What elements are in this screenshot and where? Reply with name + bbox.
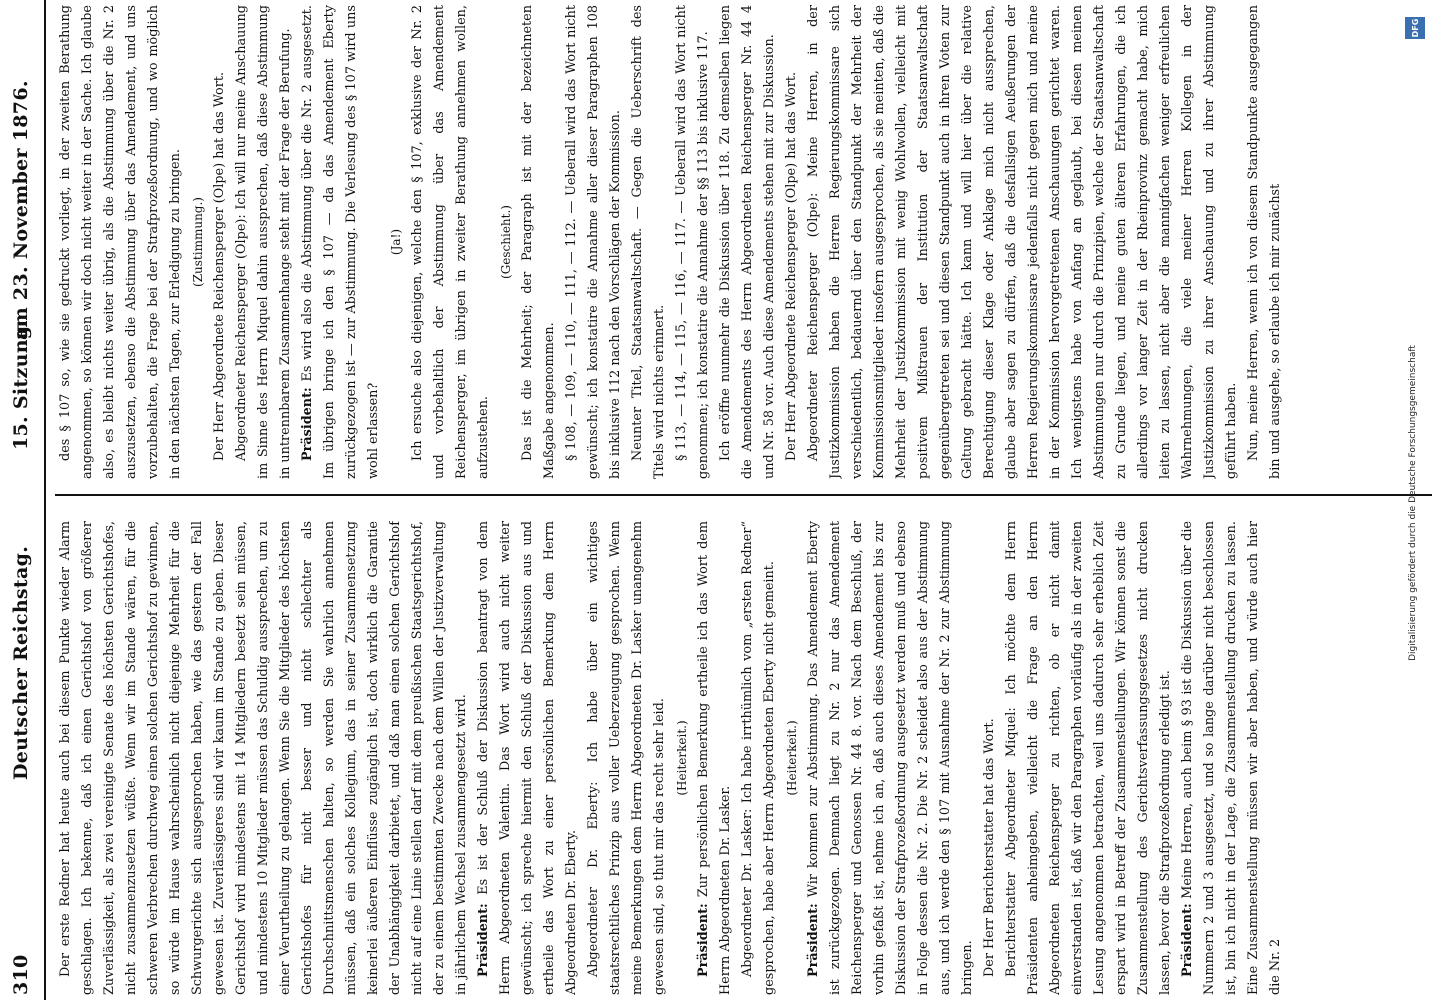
- paragraph: [737, 521, 781, 995]
- paragraph-text: Es wird also die Abstimmung über die Nr. 2 ausgesetzt. Im übrigen bringe ich den § 107 — da das Amendement Eberty zurückgezogen ist — zur Abstimmung. Die Verlesung des § 107 wird uns wohl erlassen?: [300, 5, 381, 479]
- header-rule: [44, 0, 46, 1000]
- right-column: [55, 5, 1430, 479]
- column-divider: [55, 494, 1432, 496]
- paragraph: [671, 5, 715, 479]
- paragraph: [407, 5, 495, 479]
- paragraph: [1001, 521, 1177, 995]
- page-number: 310: [10, 954, 32, 995]
- paragraph: [715, 5, 781, 479]
- speaker-label: Präsident:: [806, 903, 821, 977]
- paragraph: [209, 5, 231, 479]
- paragraph-text: § 108, — 109, — 110, — 111, — 112. — Ueberall wird das Wort nicht gewünscht; ich konstatire die Annahme aller dieser Paragraphen 108 bis inklusive 112 nach den Vorschlägen der Kommission.: [564, 5, 623, 479]
- paragraph: [693, 521, 737, 995]
- speaker-label: Präsident:: [300, 387, 315, 461]
- paragraph: [473, 521, 583, 995]
- paragraph: [517, 5, 561, 479]
- paragraph-text: Der erste Redner hat heute auch bei diesem Punkte wieder Alarm geschlagen. Ich bekenne, daß ich einen Gerichtshof von größerer Zuverlässigkeit, als zwei vereinigte Senate des höchsten Gerichtshofes, nicht zusammenzusetzen wüßte. Wenn wir im Stande wären, für die schweren Verbrechen durchweg einen solchen Gerichtshof zu gewinnen, so würde im Hause wahrscheinlich nicht diejenige Mehrheit für die Schwurgerichte sich ausgesprochen haben, wie das gestern der Fall gewesen ist. Zuverlässigeres sind wir kaum im Stande zu geben. Dieser Gerichtshof wird mindestens mit 14 Mitgliedern besetzt sein müssen, und mindestens 10 Mitglieder müssen das Schuldig aussprechen, um zu einer Verurtheilung zu gelangen. Wenn Sie die Mitglieder des höchsten Gerichtshofes für nicht besser und nicht schlechter als Durchschnittsmenschen halten, so werden Sie wahrlich annehmen müssen, daß ein solches Kollegium, das in seiner Zusammensetzung keinerlei äußeren Einflüsse zugänglich ist, doch wirklich die Garantie der Unabhängigkeit darbietet, und daß man einen solchen Gerichtshof nicht auf eine Linie stellen darf mit dem preußischen Staatsgerichtshof, der zu einem bestimmten Zwecke nach dem Willen der Justizverwaltung in jährlichem Wechsel zusammengesetzt wird.: [58, 521, 469, 995]
- speaker-label: Präsident:: [476, 903, 491, 977]
- paragraph-text: (Heiterkeit.): [675, 720, 689, 796]
- paragraph-text: Ich ersuche also diejenigen, welche den § 107, exklusive der Nr. 2 und vorbehaltlich der Abstimmung über das Amendement Reichensperger, im übrigen in zweiter Berathung annehmen wollen, aufzustehen.: [410, 5, 491, 479]
- session-label: 15. Sitzung: [10, 325, 32, 450]
- paragraph: [671, 521, 693, 995]
- speaker-label: Präsident:: [696, 903, 711, 977]
- session-date: am 23. November 1876.: [10, 80, 32, 340]
- paragraph-text: Nun, meine Herren, wenn ich von diesem Standpunkte ausgegangen bin und ausgehe, so erlaube ich mir zunächst: [1246, 5, 1283, 479]
- paragraph: [385, 5, 407, 479]
- paragraph-text: Der Herr Berichterstatter hat das Wort.: [982, 718, 997, 977]
- paragraph: [55, 5, 187, 479]
- paragraph-text: Meine Herren, auch beim § 93 ist die Diskussion über die Nummern 2 und 3 ausgesetzt, und so lange darüber nicht beschlossen ist, bin ich nicht in der Lage, die Zusammenstellung drucken zu lassen. Eine Zusammenstellung müssen wir aber haben, und würde auch hier die Nr. 2: [1180, 521, 1283, 995]
- paragraph: [55, 521, 473, 995]
- paragraph-text: des § 107 so, wie sie gedruckt vorliegt, in der zweiten Berathung angenommen, so können wir doch nicht weiter in der Sache. Ich glaube also, es bleibt nichts weiter übrig, als die Abstimmung über die Nr. 2 auszusetzen, ebenso die Abstimmung über das Amendement, und uns vorzubehalten, die Frage bei der Strafprozeßordnung, und wo möglich in den nächsten Tagen, zur Erledigung zu bringen.: [58, 5, 183, 479]
- paragraph: [1177, 521, 1287, 995]
- publication-title: Deutscher Reichstag.: [10, 545, 32, 780]
- paragraph-text: (Heiterkeit.): [785, 720, 799, 796]
- paragraph-text: (Zustimmung.): [191, 197, 205, 287]
- credit-text: Digitalisierung gefördert durch die Deutsche Forschungsgemeinschaft: [1408, 344, 1418, 661]
- paragraph-text: Abgeordneter Dr. Eberty: Ich habe über ein wichtiges staatsrechtliches Prinzip aus voller Ueberzeugung gesprochen. Wenn meine Bemerkungen dem Herrn Abgeordneten Dr. Lasker unangenehm gewesen sind, so thut mir das recht sehr leid.: [586, 521, 667, 995]
- paragraph: [495, 5, 517, 479]
- paragraph-text: Wir kommen zur Abstimmung. Das Amendement Eberty ist zurückgezogen. Demnach liegt zu Nr. 2 nur das Amendement Reichensperger und Genossen Nr. 44 8. vor. Nach dem Beschluß, der vorhin gefaßt ist, nehme ich an, daß auch dieses Amendement bis zur Diskussion der Strafprozeßordnung ausgesetzt werden muß und ebenso in Folge dessen die Nr. 2. Die Nr. 2 scheidet also aus der Abstimmung aus, und ich werde den § 107 mit Ausnahme der Nr. 2 zur Abstimmung bringen.: [806, 521, 975, 995]
- paragraph-text: Zur persönlichen Bemerkung ertheile ich das Wort dem Herrn Abgeordneten Dr. Lasker.: [696, 521, 733, 995]
- paragraph-text: Abgeordneter Reichensperger (Olpe): Meine Herren, in der Justizkommission haben die Herren Regierungskommissare sich verschiedentlich, bedauernd über den Standpunkt der Mehrheit der Kommissionsmitglieder insofern ausgesprochen, als sie meinten, daß die Mehrheit der Justizkommission mit wenig Wohlwollen, vielleicht mit positivem Mißtrauen der Institution der Staatsanwaltschaft gegenübergetreten sei und diesen Standpunkt auch in ihren Voten zur Geltung gebracht hätte. Ich kann und will hier über die relative Berechtigung dieser Klage oder Anklage mich nicht aussprechen, glaube aber sagen zu dürfen, daß die desfallsigen Aeußerungen der Herren Regierungskommissare jedenfalls nicht gegen mich und meine in der Kommission hervorgetretenen Anschauungen gerichtet waren. Ich wenigstens habe von Anfang an geglaubt, bei diesen meinen Abstimmungen nur durch die Prinzipien, welche der Staatsanwaltschaft zu Grunde liegen, und meine guten älteren Erfahrungen, die ich allerdings vor langer Zeit in der Rheinprovinz gemacht habe, mich leiten zu lassen, nicht aber die mannigfachen weniger erfreulichen Wahrnehmungen, die viele meiner Herren Kollegen in der Justizkommission zu ihrer Anschauung und zu ihrer Abstimmung geführt haben.: [806, 5, 1239, 479]
- paragraph-text: Ich eröffne nunmehr die Diskussion über 118. Zu demselben liegen die Amendements des Herrn Abgeordneten Reichensperger Nr. 44 4 und Nr. 58 vor. Auch diese Amendements stehen mit zur Diskussion.: [718, 5, 777, 479]
- paragraph-text: Der Herr Abgeordnete Reichensperger (Olpe) hat das Wort.: [784, 71, 799, 461]
- paragraph-text: Abgeordneter Reichensperger (Olpe): Ich will nur meine Anschauung im Sinne des Herrn Miquel dahin aussprechen, daß diese Abstimmung in untrennbarem Zusammenhange steht mit der Frage der Berufung.: [234, 5, 293, 479]
- paragraph-text: Es ist der Schluß der Diskussion beantragt von dem Herrn Abgeordneten Valentin. Das Wort wird auch nicht weiter gewünscht; ich spreche hiermit den Schluß der Diskussion aus und ertheile das Wort zu einer persönlichen Bemerkung dem Herrn Abgeordneten Dr. Eberty.: [476, 521, 579, 995]
- paragraph: [187, 5, 209, 479]
- paragraph: [561, 5, 627, 479]
- paragraph: [803, 5, 1243, 479]
- paragraph-text: Der Herr Abgeordnete Reichensperger (Olpe) hat das Wort.: [212, 71, 227, 461]
- paragraph: [231, 5, 297, 479]
- paragraph: [803, 521, 979, 995]
- speaker-label: Präsident:: [1180, 903, 1195, 977]
- paragraph: [297, 5, 385, 479]
- paragraph-text: Abgeordneter Dr. Lasker: Ich habe irrthümlich vom „ersten Redner“ gesprochen, habe aber Herrn Abgeordneten Eberty nicht gemeint.: [740, 521, 777, 995]
- paragraph: [781, 5, 803, 479]
- dfg-logo: DFG: [1405, 17, 1425, 39]
- paragraph: [627, 5, 671, 479]
- paragraph-text: Neunter Titel, Staatsanwaltschaft. — Gegen die Ueberschrift des Titels wird nichts erinnert.: [630, 5, 667, 479]
- paragraph: [781, 521, 803, 995]
- paragraph-text: (Ja!): [389, 228, 403, 256]
- paragraph-text: Das ist die Mehrheit; der Paragraph ist mit der bezeichneten Maßgabe angenommen.: [520, 5, 557, 479]
- paragraph: [979, 521, 1001, 995]
- digitization-credit: [1402, 15, 1424, 990]
- left-column: [55, 521, 1430, 995]
- paragraph: [1243, 5, 1287, 479]
- page-header: [0, 0, 40, 1000]
- paragraph: [583, 521, 671, 995]
- paragraph-text: Berichterstatter Abgeordneter Miquel: Ich möchte dem Herrn Präsidenten anheimgeben, vielleicht die Frage an den Herrn Abgeordneten Reichensperger zu richten, ob er nicht damit einverstanden ist, daß wir den Paragraphen vorläufig als in der zweiten Lesung angenommen betrachten, weil uns dadurch sehr erheblich Zeit erspart wird in Betreff der Zusammenstellungen. Wir können sonst die Zusammenstellung des Gerichtsverfassungsgesetzes nicht drucken lassen, bevor die Strafprozeßordnung erledigt ist.: [1004, 521, 1173, 995]
- paragraph-text: (Geschieht.): [499, 205, 513, 279]
- paragraph-text: § 113, — 114, — 115, — 116, — 117. — Ueberall wird das Wort nicht genommen; ich konstatire die Annahme der §§ 113 bis inklusive 117.: [674, 5, 711, 479]
